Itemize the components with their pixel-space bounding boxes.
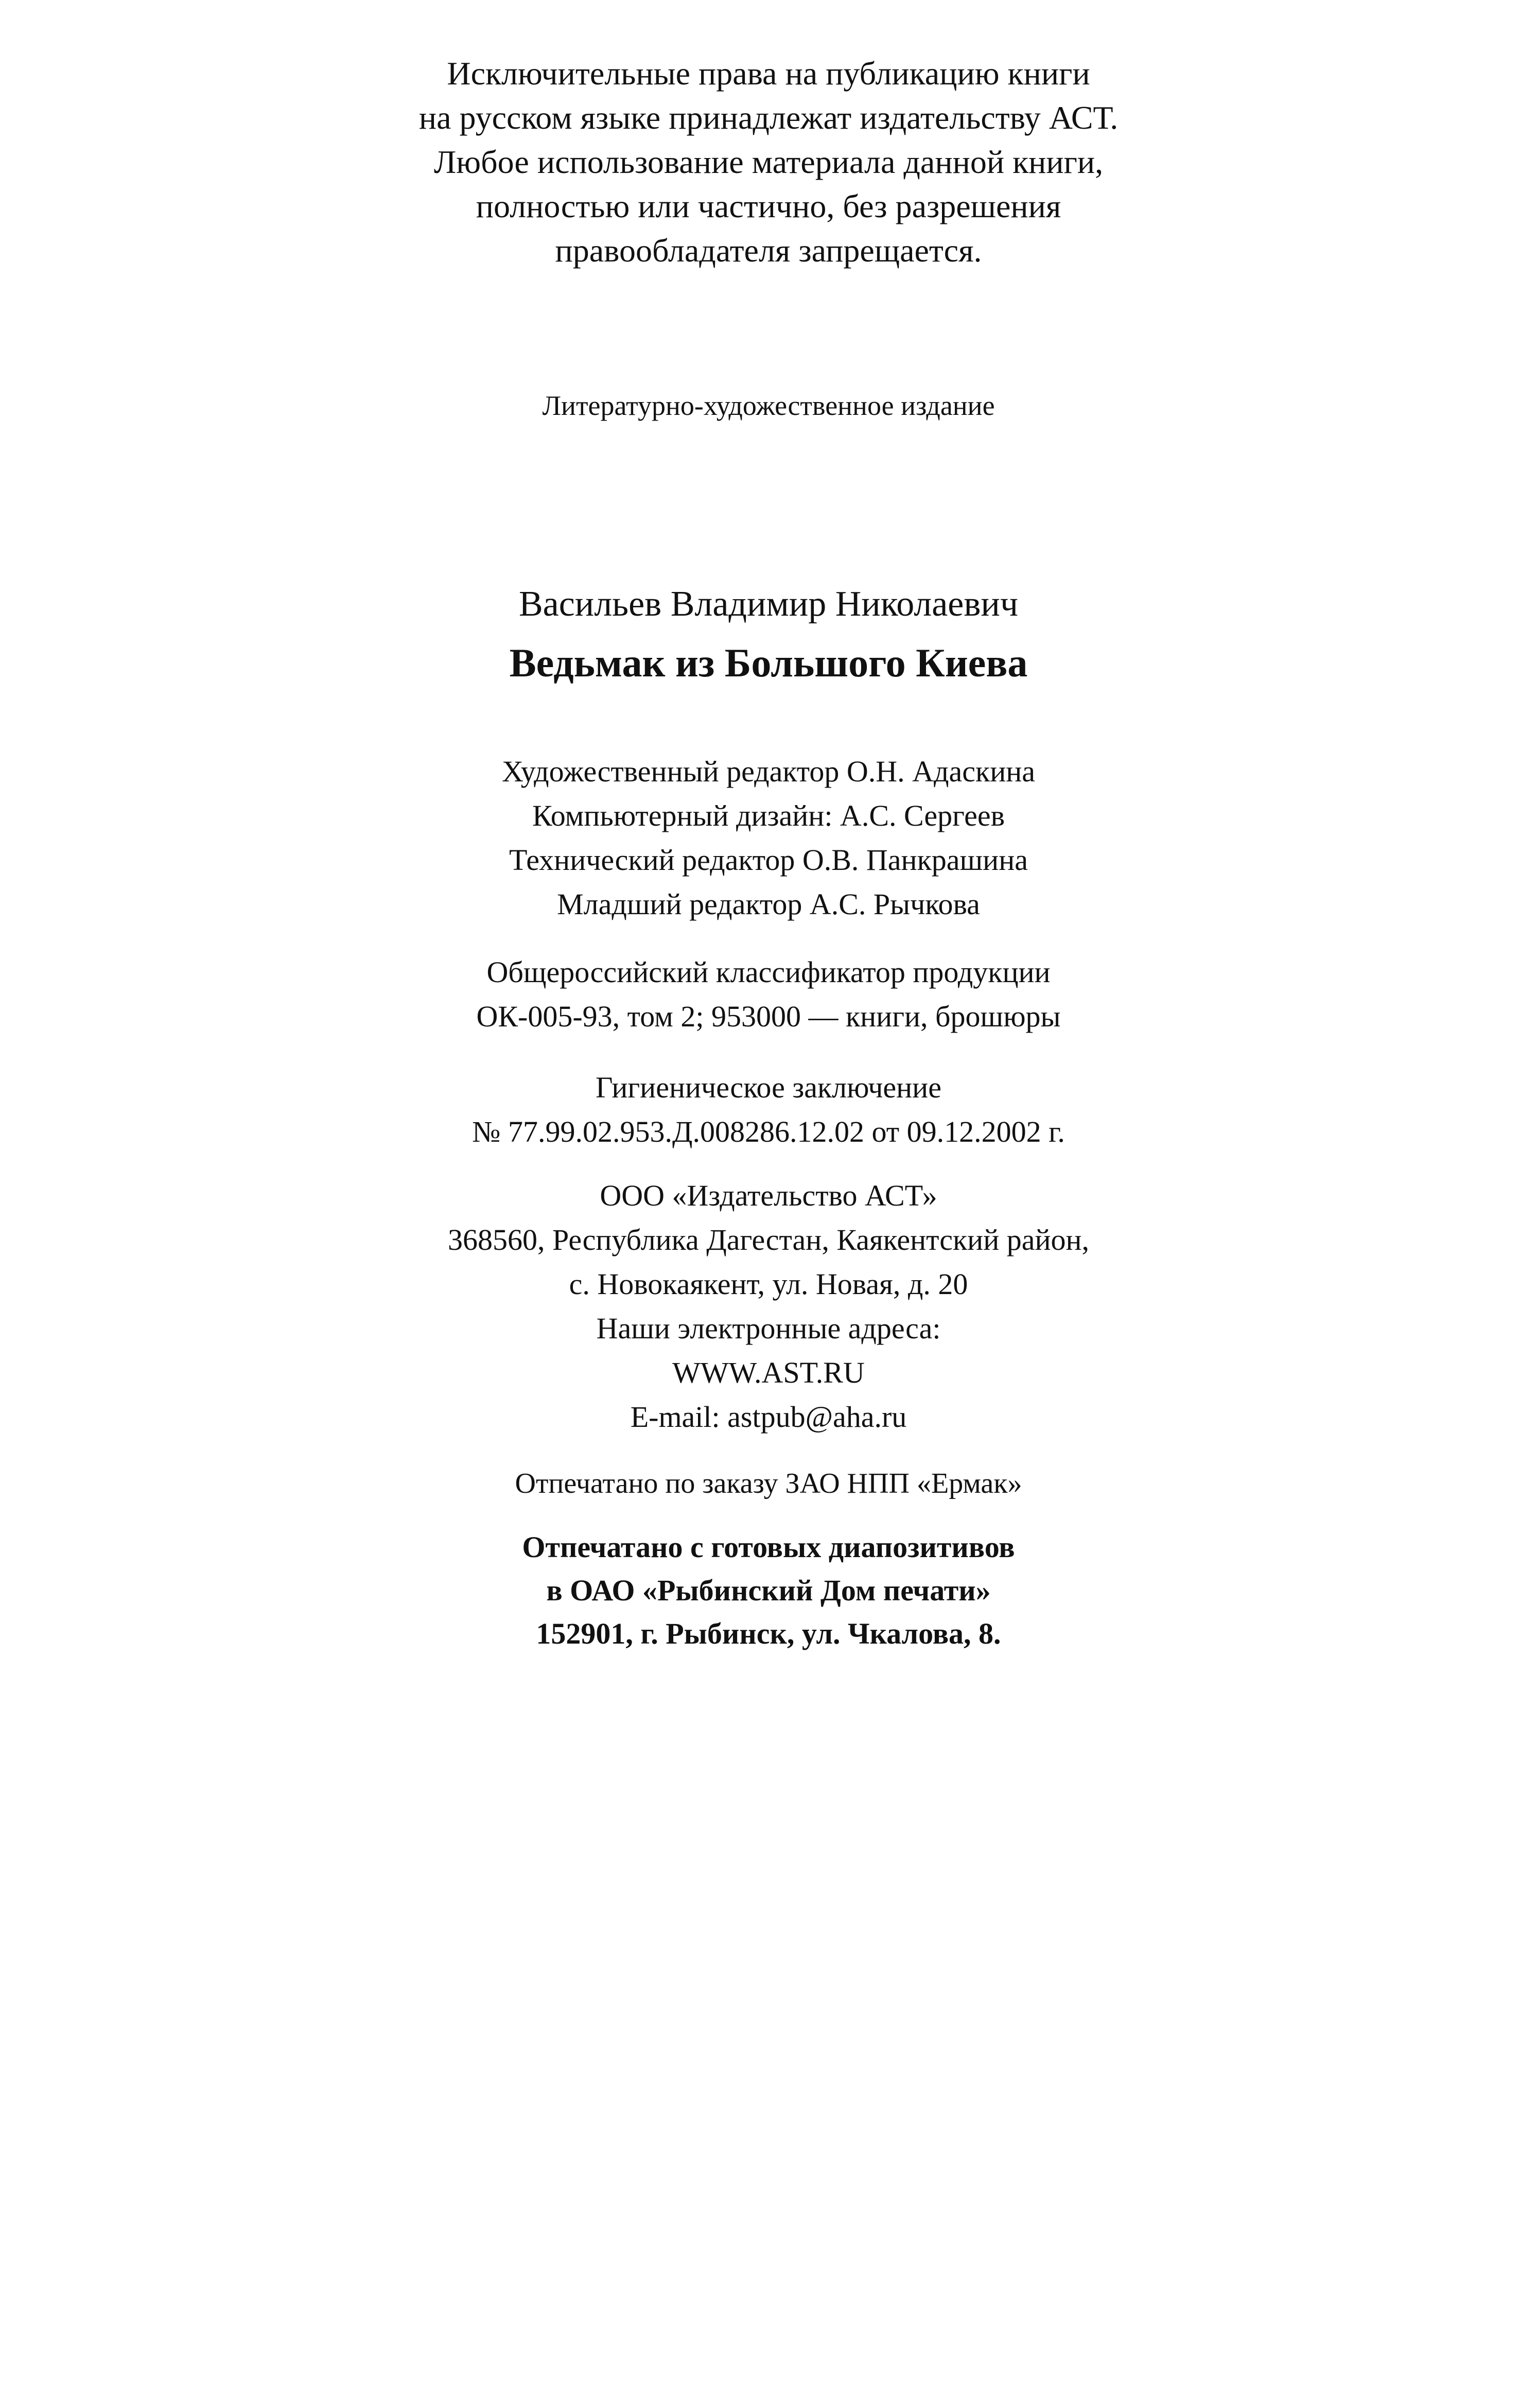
book-author-text: Васильев Владимир Николаевич <box>518 584 1019 624</box>
printer-info <box>0 1526 1537 1655</box>
print-order <box>0 1463 1537 1504</box>
credits-line: Художественный редактор О.Н. Адаскина <box>501 755 1036 788</box>
edition-type-text: Литературно-художественное издание <box>542 390 995 421</box>
edition-type <box>0 387 1537 424</box>
rights-notice-line: Любое использование материала данной книги, <box>433 144 1104 180</box>
print-order-text: Отпечатано по заказу ЗАО НПП «Ермак» <box>515 1468 1022 1499</box>
classifier-line: Общероссийский классификатор продукции <box>486 955 1051 989</box>
credits <box>0 749 1537 927</box>
classifier-line: ОК-005-93, том 2; 953000 — книги, брошюры <box>476 1000 1061 1033</box>
publisher-line: ООО «Издательство АСТ» <box>600 1179 937 1212</box>
credits-line: Младший редактор А.С. Рычкова <box>557 887 980 921</box>
publisher-line: Наши электронные адреса: <box>596 1312 941 1345</box>
hygiene-certificate <box>0 1066 1537 1154</box>
rights-notice-line: полностью или частично, без разрешения <box>476 188 1061 224</box>
rights-notice-line: Исключительные права на публикацию книги <box>447 55 1090 92</box>
rights-notice-line: правообладателя запрещается. <box>555 232 982 269</box>
credits-line: Компьютерный дизайн: А.С. Сергеев <box>532 799 1005 832</box>
book-title-text: Ведьмак из Большого Киева <box>509 640 1028 685</box>
book-author <box>0 581 1537 628</box>
hygiene-line: № 77.99.02.953.Д.008286.12.02 от 09.12.2002 г. <box>472 1115 1065 1148</box>
book-title <box>0 637 1537 689</box>
publisher-line: 368560, Республика Дагестан, Каякентский район, <box>447 1223 1090 1257</box>
printer-line: в ОАО «Рыбинский Дом печати» <box>546 1574 991 1607</box>
publisher-info <box>0 1174 1537 1439</box>
printer-line: Отпечатано с готовых диапозитивов <box>522 1530 1015 1564</box>
credits-line: Технический редактор О.В. Панкрашина <box>509 843 1028 877</box>
printer-line: 152901, г. Рыбинск, ул. Чкалова, 8. <box>536 1617 1001 1650</box>
publisher-email: E-mail: astpub@aha.ru <box>630 1400 907 1434</box>
rights-notice <box>0 51 1537 273</box>
product-classifier <box>0 950 1537 1039</box>
hygiene-line: Гигиеническое заключение <box>596 1071 941 1104</box>
rights-notice-line: на русском языке принадлежат издательству АСТ. <box>418 99 1119 136</box>
publisher-line: с. Новокаякент, ул. Новая, д. 20 <box>569 1267 968 1301</box>
publisher-website: WWW.AST.RU <box>672 1356 865 1389</box>
